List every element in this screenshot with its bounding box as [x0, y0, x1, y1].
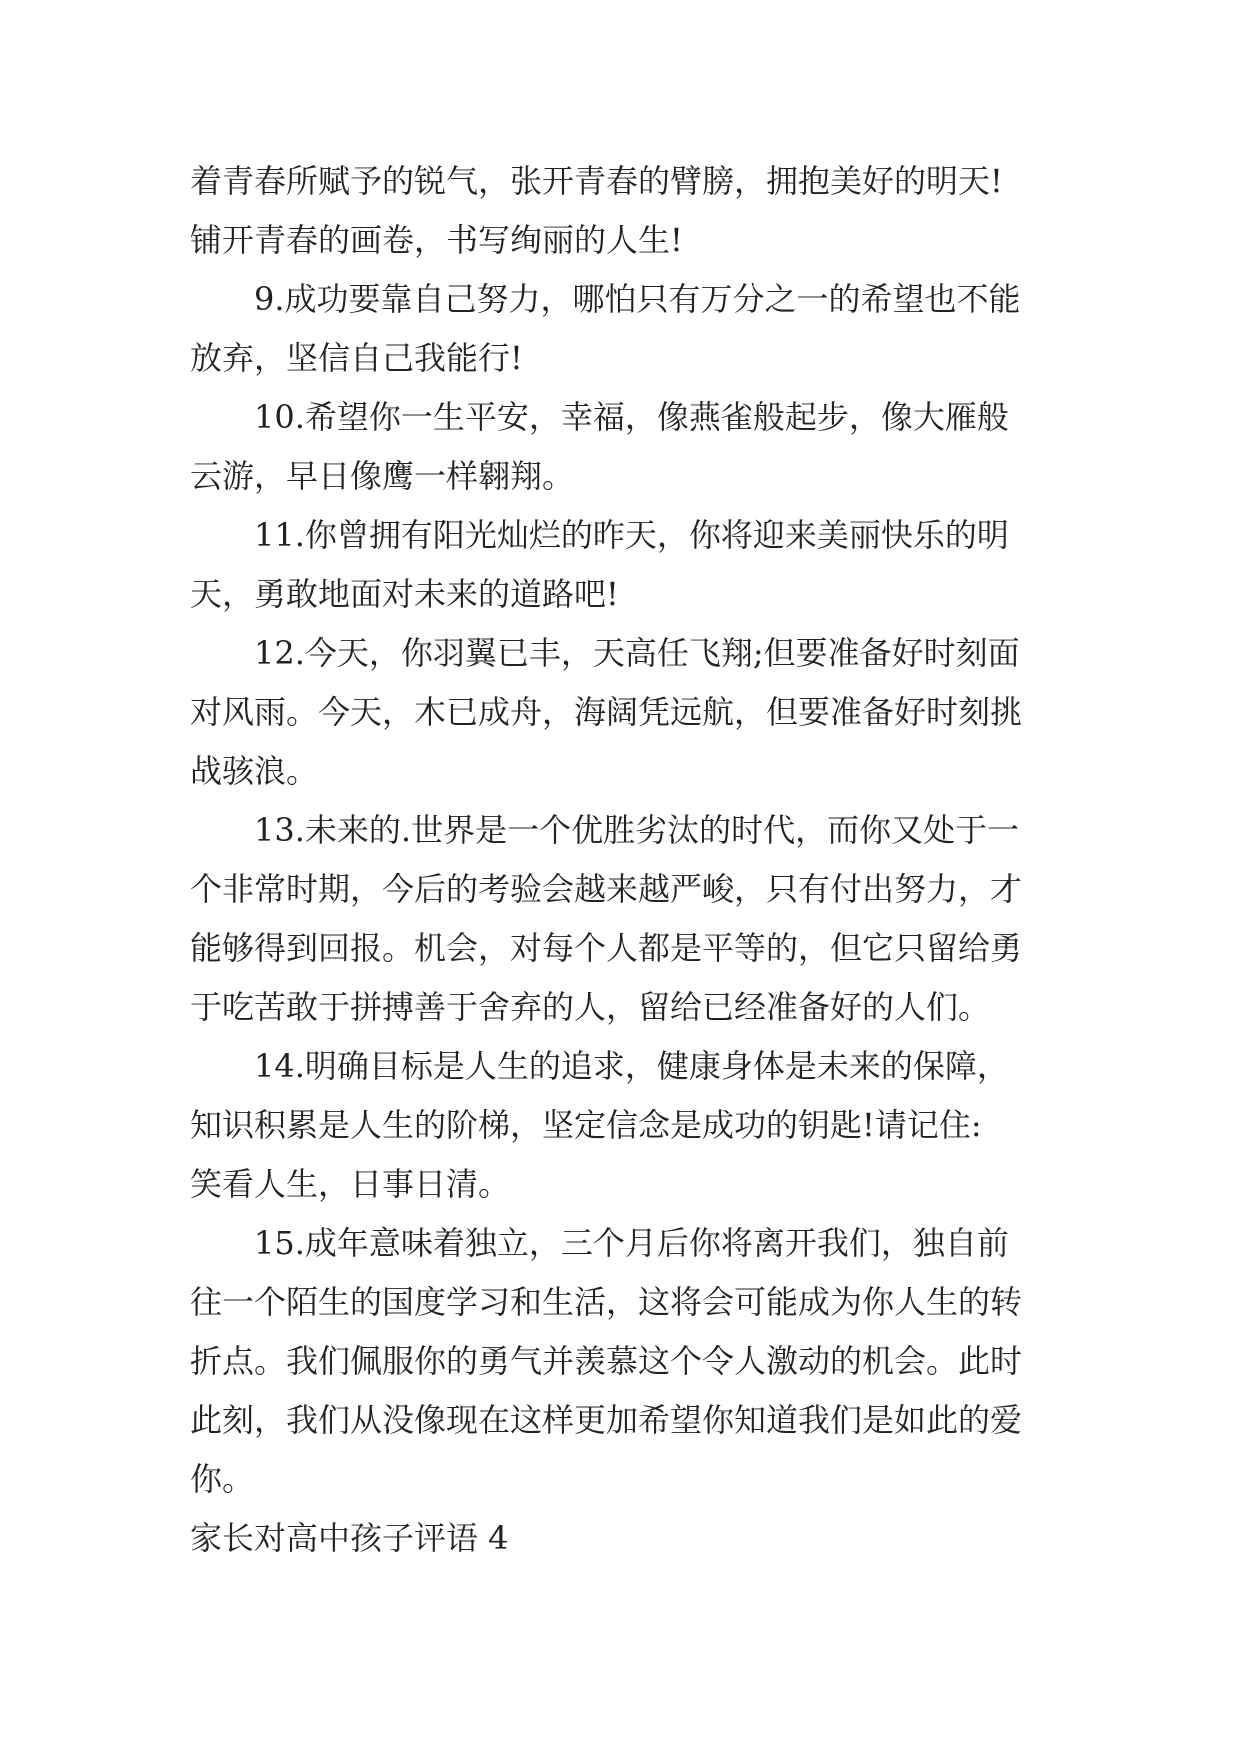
- text-line: 你。: [190, 1460, 255, 1498]
- text-line: 天，勇敢地面对未来的道路吧!: [190, 575, 619, 613]
- paragraph-item-10: [190, 388, 1062, 506]
- paragraph-item-14: [190, 1037, 1062, 1214]
- text-line: 14.明确目标是人生的追求，健康身体是未来的保障，: [254, 1047, 1009, 1085]
- text-line: 云游，早日像鹰一样翱翔。: [190, 457, 575, 495]
- text-line: 着青春所赋予的锐气，张开青春的臂膀，拥抱美好的明天!: [190, 162, 1003, 200]
- paragraph-item-11: [190, 506, 1062, 624]
- text-line: 对风雨。今天，木已成舟，海阔凭远航，但要准备好时刻挑: [190, 693, 1023, 731]
- document-body: [190, 152, 1062, 1568]
- text-line: 12.今天，你羽翼已丰，天高任飞翔;但要准备好时刻面: [254, 634, 1020, 672]
- text-line: 此刻，我们从没像现在这样更加希望你知道我们是如此的爱: [190, 1401, 1023, 1439]
- paragraph-item-15: [190, 1214, 1062, 1509]
- text-line: 战骇浪。: [190, 752, 319, 790]
- paragraph-item-12: [190, 624, 1062, 801]
- text-line: 折点。我们佩服你的勇气并羡慕这个令人激动的机会。此时: [190, 1342, 1023, 1380]
- text-line: 知识积累是人生的阶梯，坚定信念是成功的钥匙!请记住:: [190, 1106, 982, 1144]
- text-line: 放弃，坚信自己我能行!: [190, 339, 523, 377]
- text-line: 笑看人生，日事日清。: [190, 1165, 511, 1203]
- text-line: 15.成年意味着独立，三个月后你将离开我们，独自前: [254, 1224, 1009, 1262]
- paragraph-continuation: [190, 152, 1062, 270]
- text-line: 13.未来的.世界是一个优胜劣汰的时代，而你又处于一: [254, 811, 1020, 849]
- text-line: 10.希望你一生平安，幸福，像燕雀般起步，像大雁般: [254, 398, 1009, 436]
- text-line: 往一个陌生的国度学习和生活，这将会可能成为你人生的转: [190, 1283, 1023, 1321]
- text-line: 铺开青春的画卷，书写绚丽的人生!: [190, 221, 683, 259]
- text-line: 能够得到回报。机会，对每个人都是平等的，但它只留给勇: [190, 929, 1023, 967]
- text-line: 11.你曾拥有阳光灿烂的昨天，你将迎来美丽快乐的明: [254, 516, 1009, 554]
- heading-line: 家长对高中孩子评语 4: [190, 1519, 509, 1557]
- section-heading: [190, 1509, 1062, 1568]
- paragraph-item-9: [190, 270, 1062, 388]
- paragraph-item-13: [190, 801, 1062, 1037]
- text-line: 个非常时期，今后的考验会越来越严峻，只有付出努力，才: [190, 870, 1023, 908]
- text-line: 于吃苦敢于拼搏善于舍弃的人，留给已经准备好的人们。: [190, 988, 991, 1026]
- text-line: 9.成功要靠自己努力，哪怕只有万分之一的希望也不能: [254, 280, 1021, 318]
